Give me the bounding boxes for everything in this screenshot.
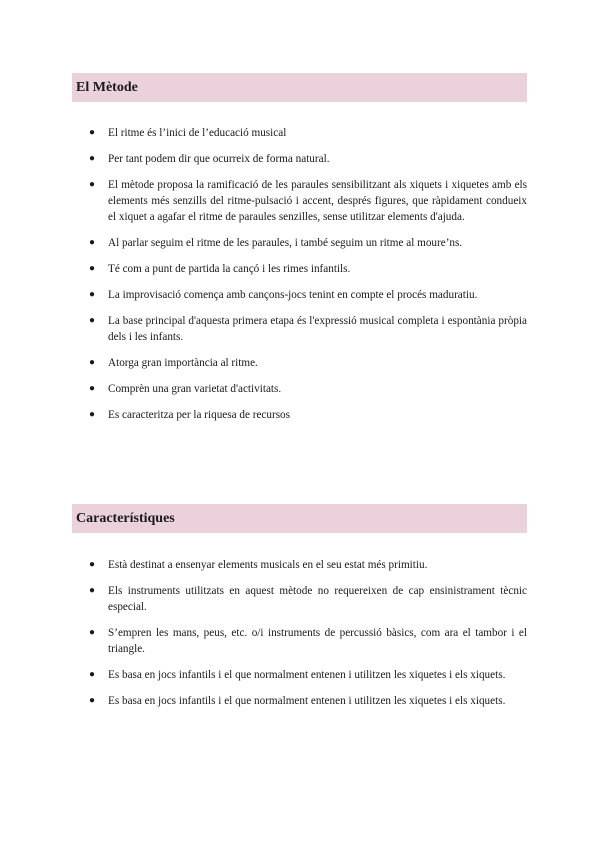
bullet-list-caracteristiques <box>86 557 527 719</box>
list-item <box>86 407 527 423</box>
section-title: El Mètode <box>76 79 138 95</box>
list-item <box>86 355 527 371</box>
section-header-metode <box>72 73 527 102</box>
list-item <box>86 625 527 657</box>
bullet-list-metode <box>86 125 527 433</box>
section-header-caracteristiques <box>72 504 527 533</box>
list-item-text: El mètode proposa la ramificació de les paraules sensibilitzant als xiquets i xiquetes amb els elements més senzills del ritme-pulsació i accent, després figures, que ràpidament condueix el xiquet a agafar el ritme de paraules senzilles, sense utilitzar elements d'ajuda. <box>108 179 527 223</box>
list-item-text: Atorga gran importància al ritme. <box>108 357 258 369</box>
bullet-icon: ● <box>89 289 96 300</box>
list-item-text: El ritme és l’inici de l’educació musical <box>108 127 287 139</box>
list-item <box>86 235 527 251</box>
list-item-text: Es basa en jocs infantils i el que normalment entenen i utilitzen les xiquetes i els xiquets. <box>108 695 506 707</box>
list-item-text: La base principal d'aquesta primera etapa és l'expressió musical completa i espontània pròpia dels i les infants. <box>108 315 527 343</box>
list-item <box>86 177 527 225</box>
bullet-icon: ● <box>89 559 96 570</box>
list-item <box>86 583 527 615</box>
bullet-icon: ● <box>89 179 96 190</box>
list-item <box>86 125 527 141</box>
bullet-icon: ● <box>89 153 96 164</box>
list-item <box>86 557 527 573</box>
bullet-icon: ● <box>89 585 96 596</box>
list-item-text: Es caracteritza per la riquesa de recursos <box>108 409 291 421</box>
list-item <box>86 693 527 709</box>
list-item-text: La improvisació comença amb cançons-jocs tenint en compte el procés maduratiu. <box>108 289 478 301</box>
list-item <box>86 381 527 397</box>
list-item-text: Al parlar seguim el ritme de les paraules, i també seguim un ritme al moure’ns. <box>108 237 463 249</box>
list-item <box>86 261 527 277</box>
list-item-text: Es basa en jocs infantils i el que normalment entenen i utilitzen les xiquetes i els xiquets. <box>108 669 506 681</box>
bullet-icon: ● <box>89 315 96 326</box>
list-item-text: Té com a punt de partida la cançó i les rimes infantils. <box>108 263 351 275</box>
list-item-text: Comprèn una gran varietat d'activitats. <box>108 383 282 395</box>
bullet-icon: ● <box>89 695 96 706</box>
bullet-icon: ● <box>89 409 96 420</box>
bullet-icon: ● <box>89 669 96 680</box>
list-item-text: Per tant podem dir que ocurreix de forma natural. <box>108 153 330 165</box>
list-item <box>86 287 527 303</box>
bullet-icon: ● <box>89 263 96 274</box>
list-item-text: Està destinat a ensenyar elements musicals en el seu estat més primitiu. <box>108 559 428 571</box>
list-item <box>86 313 527 345</box>
list-item-text: S’empren les mans, peus, etc. o/i instruments de percussió bàsics, com ara el tambor i el triangle. <box>108 627 527 655</box>
bullet-icon: ● <box>89 237 96 248</box>
list-item <box>86 667 527 683</box>
list-item <box>86 151 527 167</box>
bullet-icon: ● <box>89 357 96 368</box>
bullet-icon: ● <box>89 627 96 638</box>
bullet-icon: ● <box>89 383 96 394</box>
list-item-text: Els instruments utilitzats en aquest mètode no requereixen de cap ensinistrament tècnic especial. <box>108 585 527 613</box>
section-title: Característiques <box>76 510 175 526</box>
bullet-icon: ● <box>89 127 96 138</box>
